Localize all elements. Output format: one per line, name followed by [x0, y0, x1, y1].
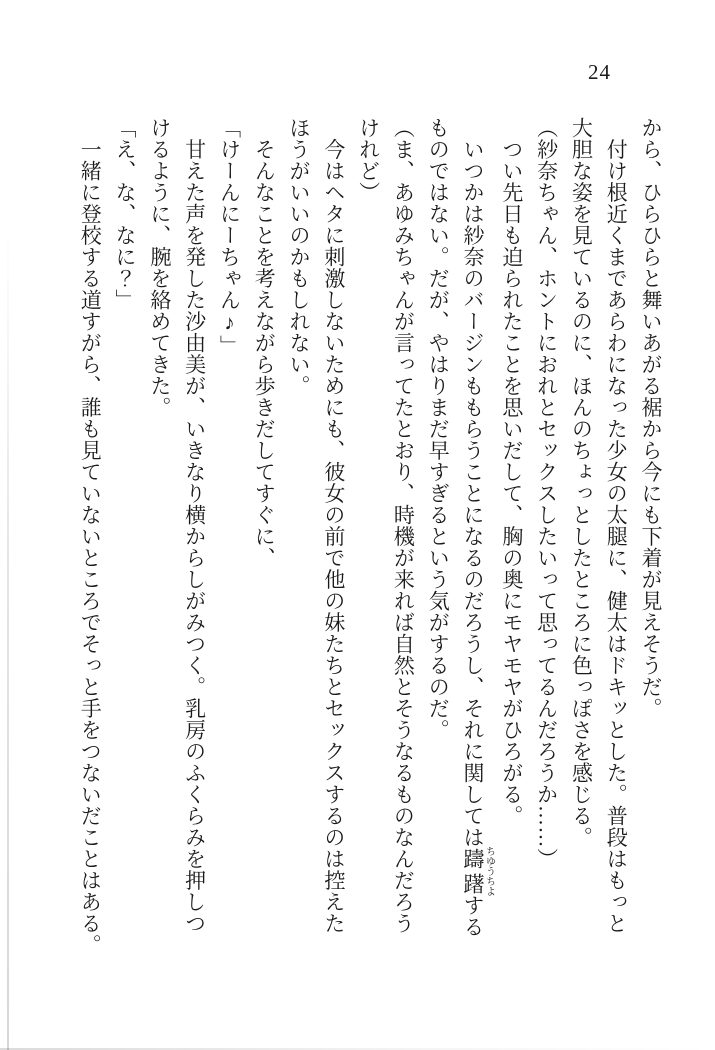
text-line: （ま、あゆみちゃんが言ってたとおり、時機が来れば自然とそうなるものなんだろう — [391, 117, 416, 934]
text-line: ものではない。だが、やはりまだ早すぎるという気がするのだ。 — [426, 117, 451, 741]
scan-edge-left — [7, 220, 9, 1050]
page-number: 24 — [588, 60, 611, 84]
text-line: から、ひらひらと舞いあがる裾から今にも下着が見えそうだ。 — [639, 117, 663, 719]
text-line: 今はヘタに刺激しないためにも、彼女の前で他の妹たちとセックスするのは控えた — [321, 117, 346, 934]
text-line: 付け根近くまであらわになった少女の太腿に、健太はドキッとした。普段はもっと — [604, 117, 629, 934]
text-segment: する — [461, 894, 486, 938]
text-line: 「え、な、なに？」 — [113, 117, 138, 311]
text-line: そんなことを考えながら歩きだしてすぐに、 — [252, 117, 277, 569]
text-line-with-ruby — [455, 117, 494, 967]
text-line: 一緒に登校する道すがら、誰も見ていないところでそっと手をつないだことはある。 — [78, 117, 103, 956]
text-line: つい先日も迫られたことを思いだして、胸の奥にモヤモヤがひろがる。 — [499, 117, 524, 827]
text-line: （紗奈ちゃん、ホントにおれとセックスしたいって思ってるんだろうか……） — [534, 117, 559, 870]
ruby-word — [461, 846, 495, 897]
text-line: けれど） — [356, 117, 381, 203]
text-line: けるように、腕を絡めてきた。 — [147, 117, 172, 418]
text-line: ほうがいいのかもしれない。 — [287, 117, 312, 397]
text-line: 甘えた声を発した沙由美が、いきなり横からしがみつく。乳房のふくらみを押しつ — [182, 117, 207, 934]
ruby-base: 躊躇 — [461, 846, 486, 897]
text-line: 大胆な姿を見ているのに、ほんのちょっとしたところに色っぽさを感じる。 — [569, 117, 594, 848]
ruby-furigana: ちゆうちよ — [483, 846, 495, 897]
text-segment: いつかは紗奈のバージンももらうことになるのだろうし、それに関しては — [461, 117, 486, 848]
text-line: 「けーんにーちゃん♪」 — [217, 117, 242, 357]
novel-text-block — [72, 117, 668, 967]
